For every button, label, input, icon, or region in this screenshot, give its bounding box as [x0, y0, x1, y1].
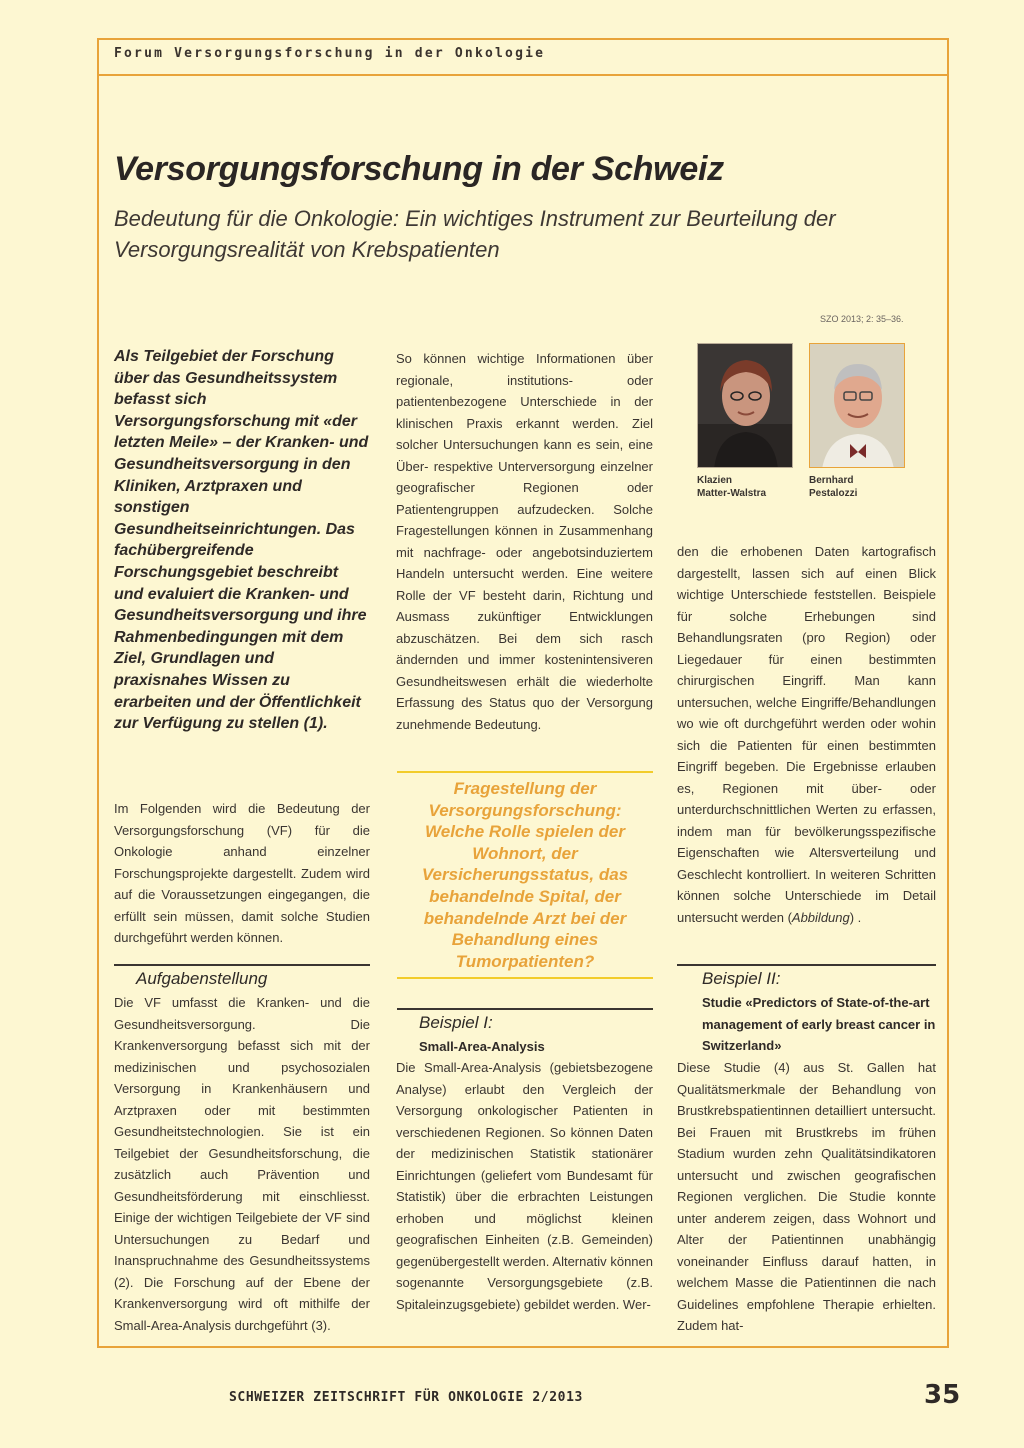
aufgabe-text: Die VF umfasst die Kranken- und die Gesundheitsversorgung. Die Krankenversorgung befasst sich mit der medizinischen und psychosozialen Versorgung in Krankenhäusern und Arztpraxen oder mit bestimmten Gesundheitstechnologien. Sie ist ein Teilgebiet der Gesundheitsforschung, die zusätzlich auch Prävention und Gesundheitsförderung mit einschliesst. Einige der wichtigen Teilgebiete der VF sind Untersuchungen zu Bedarf und Inanspruchnahme des Gesundheitssystems (2). Die Forschung auf der Ebene der Krankenversorgung wird oft mithilfe der Small-Area-Analysis durchgeführt (3). — [114, 995, 370, 1333]
callout-rule-top — [397, 771, 653, 773]
author-first-name: Klazien — [697, 475, 733, 486]
col3-text-main: den die erhobenen Daten kartografisch dargestellt, lassen sich auf einen Blick wichtige Unterschiede feststellen. Beispiele für solche Erhebungen sind Behandlungsraten (pro Region) oder Liegedauer für einen bestimmten chirurgischen Eingriff. Man kann untersuchen, welche Eingriffe/Behandlungen wo wie oft durchgeführt werden oder wohin sich die Patienten für einen bestimmten Eingriff begeben. Die Ergebnisse erlauben es, Regionen mit über- oder unterdurchschnittlichen Werten zu erfassen, indem man für bevölkerungsspezifische Eigenschaften wie Altersverteilung und Geschlecht kontrolliert. In weiteren Schritten können solche Unterschiede im Detail untersucht werden ( — [677, 544, 936, 925]
author-caption-2 — [809, 474, 857, 500]
subheading-study: Studie «Predictors of State-of-the-art management of early breast cancer in Switzerland» — [702, 995, 936, 1053]
section-divider — [397, 1008, 653, 1010]
beispiel1-paragraph — [396, 1057, 653, 1315]
subheading-small-area: Small-Area-Analysis — [419, 1039, 545, 1054]
col2-text: So können wichtige Informationen über regionale, institutions- oder patientenbezogene Unterschiede in der klinischen Praxis erkannt werden. Ziel solcher Untersuchungen kann es sein, eine Über- respektive Unterversorgung einzelner geografischer Regionen oder Patientengruppen aufzudecken. Solche Fragestellungen können in Zusammenhang mit nachfrage- oder angebotsinduziertem Handeln untersucht werden. Eine weitere Rolle der VF besteht darin, Richtung und Ausmass zukünftiger Entwicklungen abzuschätzen. Bei dem sich rasch ändernden und immer kostenintensiveren Gesundheitswesen erhält die wiederholte Erfassung des Status quo der Versorgung zunehmende Bedeutung. — [396, 351, 653, 732]
beispiel1-text: Die Small-Area-Analysis (gebietsbezogene Analyse) erlaubt den Vergleich der Versorgung onkologischer Patienten in verschiedenen Regionen. So können Daten der medizinischen Statistik stationärer Einrichtungen (geliefert vom Bundesamt für Statistik) über die erbrachten Leistungen erhoben und möglichst kleinen geografischen Einheiten (z.B. Gemeinden) gegenübergestellt werden. Alternativ können sogenannte Versorgungsgebiete (z.B. Spitaleinzugsgebiete) gebildet werden. Wer- — [396, 1060, 653, 1312]
intro-text: Im Folgenden wird die Bedeutung der Versorgungsforschung (VF) für die Onkologie anhand einzelner Forschungsprojekte dargestellt. Zudem wird auf die Voraussetzungen eingegangen, die erfüllt sein müssen, damit solche Studien durchgeführt werden können. — [114, 801, 370, 945]
pull-quote: Fragestellung der Versorgungsforschung: Welche Rolle spielen der Wohnort, der Versicherungsstatus, das behandelnde Spital, der behandelnde Arzt bei der Behandlung eines Tumorpatienten? — [421, 779, 629, 971]
callout-rule-bottom — [397, 977, 653, 979]
section-label: Forum Versorgungsforschung in der Onkologie — [114, 46, 546, 61]
col2-paragraph — [396, 348, 653, 735]
lead-paragraph: Als Teilgebiet der Forschung über das Gesundheitssystem befasst sich Versorgungsforschung mit «der letzten Meile» – der Kranken- und Gesundheitsversorgung in den Kliniken, Arztpraxen und sonstigen Gesundheitseinrichtungen. Das fachübergreifende Forschungsgebiet beschreibt und evaluiert die Kranken- und Gesundheitsversorgung und ihre Rahmenbedingungen mit dem Ziel, Grundlagen und praxisnahes Wissen zu erarbeiten und der Öffentlichkeit zur Verfügung zu stellen (1). — [114, 348, 369, 733]
section-divider — [677, 964, 936, 966]
col3-text — [677, 541, 936, 928]
author-last-name: Matter-Walstra — [697, 488, 767, 499]
heading-aufgabenstellung: Aufgabenstellung — [136, 969, 268, 988]
heading-beispiel-2: Beispiel II: — [702, 969, 781, 988]
citation: SZO 2013; 2: 35–36. — [820, 314, 904, 324]
article-title: Versorgungsforschung in der Schweiz — [114, 150, 724, 188]
author-photo-pestalozzi — [809, 343, 905, 468]
aufgabe-paragraph — [114, 992, 370, 1336]
intro-paragraph — [114, 798, 370, 949]
article-subtitle: Bedeutung für die Onkologie: Ein wichtiges Instrument zur Beurteilung der Versorgungsrealität von Krebspatienten — [114, 206, 836, 262]
author-last-name: Pestalozzi — [809, 488, 858, 499]
beispiel2-text: Diese Studie (4) aus St. Gallen hat Qualitätsmerkmale der Behandlung von Brustkrebspatientinnen detailliert untersucht. Bei Frauen mit Brustkrebs im frühen Stadium wurden zehn Qualitätsindikatoren untersucht und zwischen geografischen Regionen verglichen. Die Studie konnte unter anderem zeigen, dass Wohnort und Alter der Patientinnen unabhängig voneinander Einfluss darauf hatten, in welchem Masse die Patientinnen die nach Guidelines empfohlene Therapie erhielten. Zudem hat- — [677, 1060, 936, 1333]
journal-name: SCHWEIZER ZEITSCHRIFT FÜR ONKOLOGIE 2/2013 — [229, 1390, 583, 1405]
beispiel2-paragraph — [677, 1057, 936, 1337]
heading-beispiel-1: Beispiel I: — [419, 1013, 493, 1032]
author-photo-matter-walstra — [697, 343, 793, 468]
figure-reference: Abbildung — [791, 909, 850, 925]
page-number: 35 — [924, 1380, 961, 1410]
author-caption-1 — [697, 474, 766, 500]
col3-text-end: ) . — [849, 909, 862, 925]
author-first-name: Bernhard — [809, 475, 854, 486]
col3-paragraph — [677, 541, 936, 928]
section-divider — [114, 964, 370, 966]
